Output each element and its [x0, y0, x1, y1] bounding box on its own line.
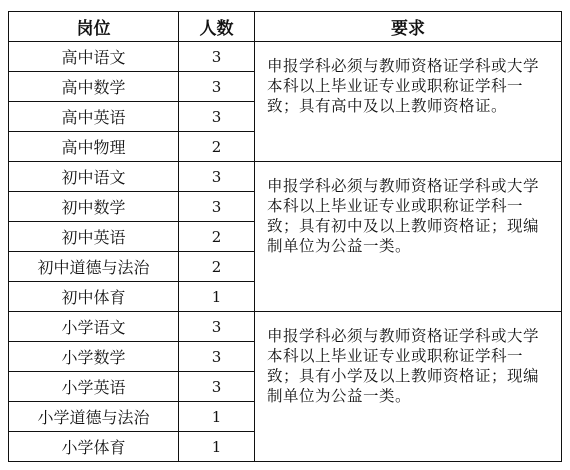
count-cell: 3: [179, 72, 255, 102]
position-cell: 初中数学: [9, 192, 179, 222]
table-row: [9, 162, 562, 192]
header-count: 人数: [179, 12, 255, 42]
count-cell: 3: [179, 102, 255, 132]
table-row: [9, 312, 562, 342]
requirement-cell-primary-school: 申报学科必须与教师资格证学科或大学本科以上毕业证专业或职称证学科一致；具有小学及以上教师资格证；现编制单位为公益一类。: [255, 312, 562, 462]
position-cell: 小学体育: [9, 432, 179, 462]
count-cell: 1: [179, 402, 255, 432]
count-cell: 2: [179, 222, 255, 252]
position-cell: 高中语文: [9, 42, 179, 72]
requirement-cell-middle-school: 申报学科必须与教师资格证学科或大学本科以上毕业证专业或职称证学科一致；具有初中及以上教师资格证；现编制单位为公益一类。: [255, 162, 562, 312]
count-cell: 3: [179, 192, 255, 222]
count-cell: 2: [179, 132, 255, 162]
position-cell: 高中英语: [9, 102, 179, 132]
position-cell: 小学英语: [9, 372, 179, 402]
count-cell: 1: [179, 282, 255, 312]
position-cell: 初中语文: [9, 162, 179, 192]
position-cell: 初中英语: [9, 222, 179, 252]
count-cell: 3: [179, 312, 255, 342]
table-header-row: [9, 12, 562, 42]
position-cell: 小学语文: [9, 312, 179, 342]
position-cell: 初中体育: [9, 282, 179, 312]
position-cell: 高中数学: [9, 72, 179, 102]
position-cell: 高中物理: [9, 132, 179, 162]
count-cell: 2: [179, 252, 255, 282]
table-row: [9, 42, 562, 72]
count-cell: 3: [179, 42, 255, 72]
recruitment-table: [8, 11, 562, 462]
count-cell: 3: [179, 342, 255, 372]
count-cell: 3: [179, 162, 255, 192]
position-cell: 小学数学: [9, 342, 179, 372]
header-position: 岗位: [9, 12, 179, 42]
header-requirement: 要求: [255, 12, 562, 42]
position-cell: 小学道德与法治: [9, 402, 179, 432]
count-cell: 3: [179, 372, 255, 402]
requirement-cell-high-school: 申报学科必须与教师资格证学科或大学本科以上毕业证专业或职称证学科一致；具有高中及以上教师资格证。: [255, 42, 562, 162]
position-cell: 初中道德与法治: [9, 252, 179, 282]
count-cell: 1: [179, 432, 255, 462]
